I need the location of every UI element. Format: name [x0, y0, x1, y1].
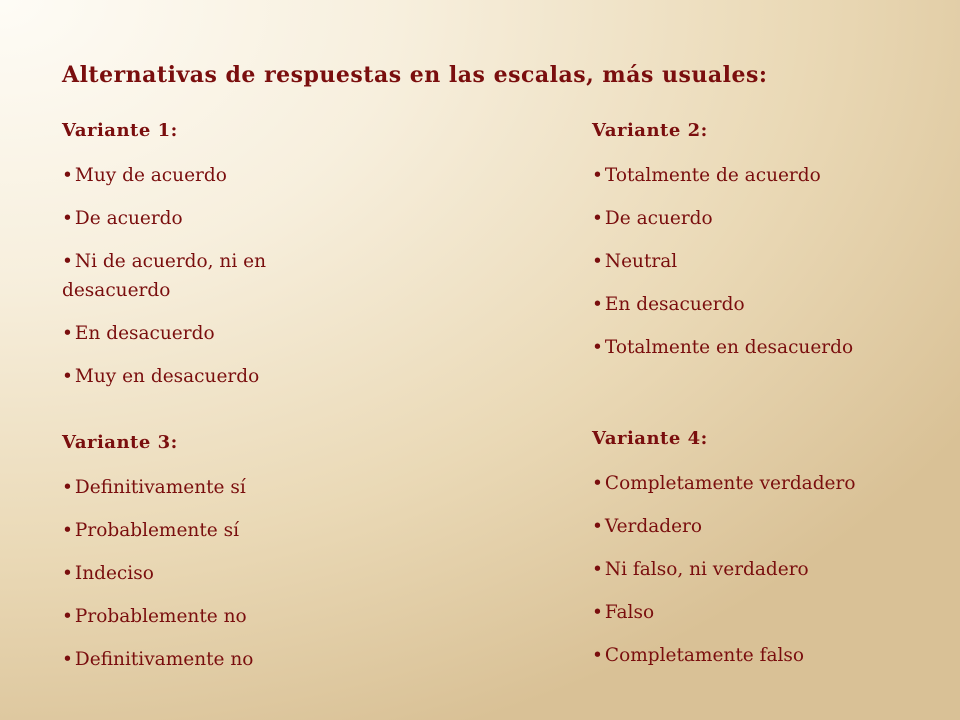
- variant-4-heading: Variante 4:: [592, 428, 708, 449]
- bullet-icon: •: [592, 337, 603, 358]
- list-item-label: Definitivamente no: [74, 649, 254, 670]
- list-item-label: Probablemente sí: [74, 520, 240, 541]
- list-item: [62, 362, 362, 391]
- list-item-label: Muy de acuerdo: [74, 165, 227, 186]
- list-item: [62, 602, 362, 631]
- bullet-icon: •: [592, 559, 603, 580]
- list-item-label: Completamente verdadero: [604, 473, 856, 494]
- bullet-icon: •: [592, 208, 603, 229]
- variant-2-section: [592, 118, 892, 376]
- variant-3-heading: Variante 3:: [62, 432, 178, 453]
- bullet-icon: •: [592, 473, 603, 494]
- variant-3-section: [62, 430, 362, 688]
- list-item-label: Probablemente no: [74, 606, 247, 627]
- list-item-label: De acuerdo: [74, 208, 183, 229]
- list-item: [592, 555, 892, 584]
- list-item: [592, 512, 892, 541]
- bullet-icon: •: [62, 251, 73, 272]
- list-item-label: Muy en desacuerdo: [74, 366, 260, 387]
- list-item: [62, 247, 362, 305]
- bullet-icon: •: [592, 294, 603, 315]
- list-item: [592, 204, 892, 233]
- list-item: [592, 247, 892, 276]
- list-item: [62, 473, 362, 502]
- bullet-icon: •: [592, 516, 603, 537]
- list-item-label: Ni falso, ni verdadero: [604, 559, 809, 580]
- list-item: [62, 645, 362, 674]
- variant-2-heading: Variante 2:: [592, 120, 708, 141]
- list-item-label: Totalmente en desacuerdo: [604, 337, 854, 358]
- list-item-label: Verdadero: [604, 516, 703, 537]
- page-title: Alternativas de respuestas en las escalas, más usuales:: [62, 62, 768, 88]
- list-item: [62, 319, 362, 348]
- list-item: [62, 204, 362, 233]
- list-item-label: Neutral: [604, 251, 678, 272]
- list-item: [62, 559, 362, 588]
- list-item-label: Completamente falso: [604, 645, 805, 666]
- bullet-icon: •: [592, 165, 603, 186]
- list-item: [592, 598, 892, 627]
- bullet-icon: •: [592, 602, 603, 623]
- list-item: [62, 161, 362, 190]
- list-item-label: Totalmente de acuerdo: [604, 165, 821, 186]
- variant-1-section: [62, 118, 362, 405]
- variant-4-section: [592, 426, 892, 684]
- variant-1-heading: Variante 1:: [62, 120, 178, 141]
- bullet-icon: •: [592, 251, 603, 272]
- list-item: [592, 469, 892, 498]
- list-item-label: Definitivamente sí: [74, 477, 246, 498]
- bullet-icon: •: [62, 477, 73, 498]
- bullet-icon: •: [62, 208, 73, 229]
- bullet-icon: •: [62, 606, 73, 627]
- list-item-label: En desacuerdo: [74, 323, 215, 344]
- bullet-icon: •: [62, 165, 73, 186]
- list-item: [62, 516, 362, 545]
- list-item-label: De acuerdo: [604, 208, 713, 229]
- bullet-icon: •: [62, 563, 73, 584]
- bullet-icon: •: [62, 323, 73, 344]
- list-item-label: Falso: [604, 602, 655, 623]
- list-item: [592, 641, 892, 670]
- list-item: [592, 290, 892, 319]
- bullet-icon: •: [62, 649, 73, 670]
- bullet-icon: •: [62, 520, 73, 541]
- list-item: [592, 161, 892, 190]
- list-item-label: Indeciso: [74, 563, 154, 584]
- list-item-label: Ni de acuerdo, ni en desacuerdo: [62, 251, 266, 301]
- list-item: [592, 333, 892, 362]
- bullet-icon: •: [592, 645, 603, 666]
- bullet-icon: •: [62, 366, 73, 387]
- list-item-label: En desacuerdo: [604, 294, 745, 315]
